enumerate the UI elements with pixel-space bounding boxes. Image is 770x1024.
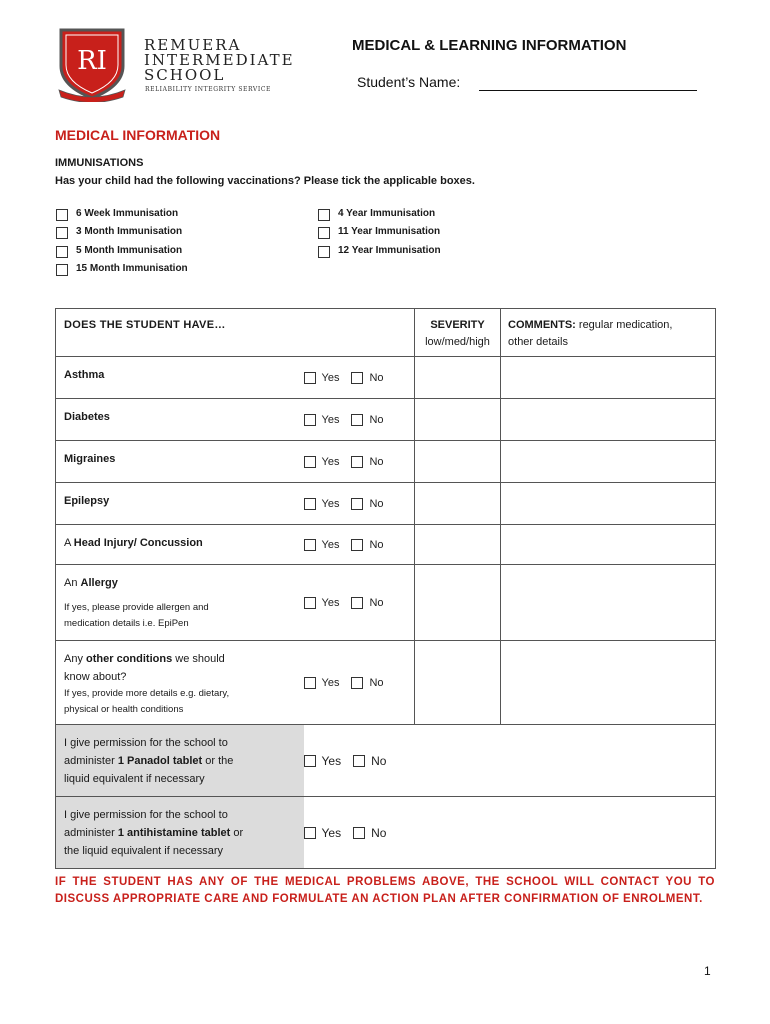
severity-input-migraines[interactable]: [415, 441, 501, 483]
yes-checkbox-diabetes[interactable]: [304, 414, 316, 426]
imm-label-4-year: 4 Year Immunisation: [338, 208, 436, 219]
no-label: No: [369, 596, 384, 609]
table-row: [56, 399, 716, 441]
no-label: No: [371, 753, 387, 768]
condition-asthma: Asthma: [64, 369, 105, 381]
school-motto: RELIABILITY INTEGRITY SERVICE: [145, 86, 272, 93]
comments-input-asthma[interactable]: [501, 357, 716, 399]
no-checkbox-diabetes[interactable]: [351, 414, 363, 426]
yes-label: Yes: [321, 538, 340, 551]
no-checkbox-panadol[interactable]: [353, 755, 365, 767]
no-label: No: [369, 676, 384, 689]
no-checkbox-head-injury[interactable]: [351, 539, 363, 551]
yes-checkbox-epilepsy[interactable]: [304, 498, 316, 510]
checkbox-11-year[interactable]: [318, 227, 330, 239]
yes-label: Yes: [321, 676, 340, 689]
condition-head-injury: A Head Injury/ Concussion: [56, 525, 304, 565]
imm-label-3-month: 3 Month Immunisation: [76, 226, 183, 237]
table-row: [56, 797, 716, 869]
school-name-line-2: INTERMEDIATE: [144, 51, 295, 69]
yes-label: Yes: [321, 455, 340, 468]
comments-hint-2: other details: [508, 336, 568, 348]
no-checkbox-asthma[interactable]: [351, 372, 363, 384]
table-row: [56, 641, 716, 725]
school-name: [144, 38, 295, 83]
condition-allergy: An Allergy If yes, please provide allergen and medication details i.e. EpiPen: [56, 565, 304, 641]
immunisations-heading: IMMUNISATIONS: [55, 157, 144, 169]
header-question: DOES THE STUDENT HAVE…: [56, 309, 415, 357]
severity-input-head-injury[interactable]: [415, 525, 501, 565]
comments-input-epilepsy[interactable]: [501, 483, 716, 525]
imm-label-5-month: 5 Month Immunisation: [76, 245, 183, 256]
enrolment-warning: IF THE STUDENT HAS ANY OF THE MEDICAL PROBLEMS ABOVE, THE SCHOOL WILL CONTACT YOU TO DISCUSS APPROPRIATE CARE AND FORMULATE AN ACTION PLAN AFTER CONFIRMATION OF ENROLMENT.: [55, 876, 715, 905]
yes-checkbox-panadol[interactable]: [304, 755, 316, 767]
condition-diabetes: Diabetes: [64, 411, 110, 423]
yes-checkbox-asthma[interactable]: [304, 372, 316, 384]
comments-input-head-injury[interactable]: [501, 525, 716, 565]
checkbox-6-week[interactable]: [56, 209, 68, 221]
yes-label: Yes: [321, 825, 342, 840]
page-title: MEDICAL & LEARNING INFORMATION: [352, 37, 627, 54]
severity-input-asthma[interactable]: [415, 357, 501, 399]
no-checkbox-epilepsy[interactable]: [351, 498, 363, 510]
table-row: [56, 525, 716, 565]
table-row: [56, 565, 716, 641]
comments-label: COMMENTS:: [508, 319, 576, 331]
imm-label-15-month: 15 Month Immunisation: [76, 263, 188, 274]
permission-antihistamine: I give permission for the school to administer 1 antihistamine tablet or the liquid equivalent if necessary: [56, 797, 304, 869]
table-header-row: [56, 309, 716, 357]
checkbox-4-year[interactable]: [318, 209, 330, 221]
table-row: [56, 483, 716, 525]
comments-input-migraines[interactable]: [501, 441, 716, 483]
condition-other: Any other conditions we should know about? If yes, provide more details e.g. dietary, physical or health conditions: [56, 641, 304, 725]
imm-label-6-week: 6 Week Immunisation: [76, 208, 179, 219]
comments-input-diabetes[interactable]: [501, 399, 716, 441]
page-number: 1: [704, 964, 711, 978]
condition-epilepsy: Epilepsy: [64, 495, 110, 507]
table-row: [56, 725, 716, 797]
no-checkbox-migraines[interactable]: [351, 456, 363, 468]
no-label: No: [369, 455, 384, 468]
no-label: No: [369, 538, 384, 551]
header-severity: [415, 309, 501, 357]
comments-input-other[interactable]: [501, 641, 716, 725]
yes-checkbox-other[interactable]: [304, 677, 316, 689]
comments-input-allergy[interactable]: [501, 565, 716, 641]
no-label: No: [369, 497, 384, 510]
yes-checkbox-allergy[interactable]: [304, 597, 316, 609]
yes-checkbox-head-injury[interactable]: [304, 539, 316, 551]
medical-conditions-table: [55, 308, 716, 869]
yes-label: Yes: [321, 497, 340, 510]
yes-label: Yes: [321, 596, 340, 609]
checkbox-3-month[interactable]: [56, 227, 68, 239]
severity-scale: low/med/high: [425, 336, 490, 348]
no-label: No: [371, 825, 387, 840]
severity-label: SEVERITY: [430, 319, 485, 331]
no-label: No: [369, 413, 384, 426]
student-name-label: Student’s Name:: [357, 74, 461, 90]
no-checkbox-allergy[interactable]: [351, 597, 363, 609]
yes-label: Yes: [321, 753, 342, 768]
table-row: [56, 357, 716, 399]
severity-input-epilepsy[interactable]: [415, 483, 501, 525]
comments-hint-1: regular medication,: [578, 319, 673, 331]
yes-label: Yes: [321, 371, 340, 384]
no-label: No: [369, 371, 384, 384]
student-name-field[interactable]: [479, 90, 697, 91]
severity-input-other[interactable]: [415, 641, 501, 725]
checkbox-5-month[interactable]: [56, 246, 68, 258]
table-row: [56, 441, 716, 483]
severity-input-allergy[interactable]: [415, 565, 501, 641]
yes-checkbox-migraines[interactable]: [304, 456, 316, 468]
section-title-medical: MEDICAL INFORMATION: [55, 127, 221, 143]
school-crest-logo: [53, 24, 131, 102]
school-name-line-3: SCHOOL: [144, 66, 226, 84]
school-name-line-1: REMUERA: [144, 36, 242, 54]
logo-letters: RI: [77, 46, 107, 76]
permission-panadol: I give permission for the school to administer 1 Panadol tablet or the liquid equivalent if necessary: [56, 725, 304, 797]
severity-input-diabetes[interactable]: [415, 399, 501, 441]
checkbox-12-year[interactable]: [318, 246, 330, 258]
no-checkbox-other[interactable]: [351, 677, 363, 689]
imm-label-12-year: 12 Year Immunisation: [338, 245, 441, 256]
yes-checkbox-antihistamine[interactable]: [304, 827, 316, 839]
imm-label-11-year: 11 Year Immunisation: [338, 226, 441, 237]
yes-label: Yes: [321, 413, 340, 426]
condition-migraines: Migraines: [64, 453, 116, 465]
checkbox-15-month[interactable]: [56, 264, 68, 276]
no-checkbox-antihistamine[interactable]: [353, 827, 365, 839]
immunisations-question: Has your child had the following vaccinations? Please tick the applicable boxes.: [55, 175, 475, 187]
header-comments: [501, 309, 716, 357]
